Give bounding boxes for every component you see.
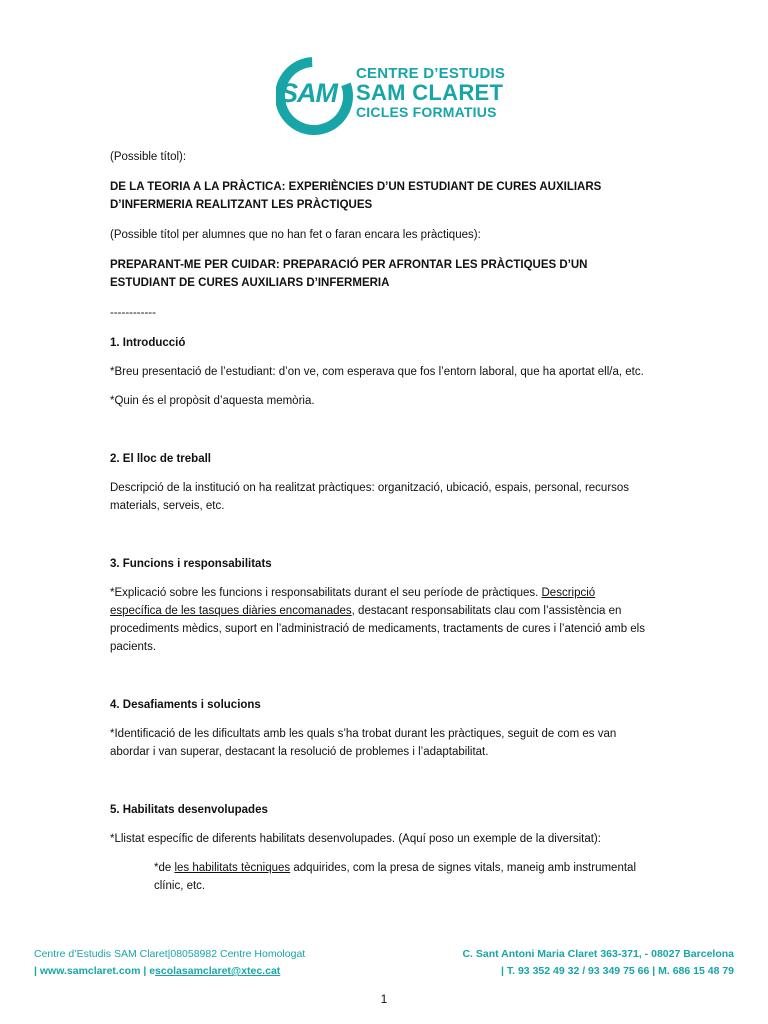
footer-address: C. Sant Antoni Maria Claret 363-371, - 08027 Barcelona (462, 948, 734, 960)
document-body (110, 148, 650, 895)
footer-phones: | T. 93 352 49 32 / 93 349 75 66 | M. 686 15 48 79 (501, 965, 734, 977)
title-1: DE LA TEORIA A LA PRÀCTICA: EXPERIÈNCIES D’UN ESTUDIANT DE CURES AUXILIARS D’INFERMERIA REALITZANT LES PRÀCTIQUES (110, 181, 602, 211)
possible-title-label: (Possible títol): (110, 151, 187, 163)
page-number: 1 (380, 992, 388, 1006)
section-1-paragraph-2: *Quin és el propòsit d’aquesta memòria. (110, 395, 315, 407)
section-1-heading: 1. Introducció (110, 337, 186, 349)
logo (276, 56, 506, 136)
footer-web-email (34, 963, 280, 980)
footer-centre-info: Centre d’Estudis SAM Claret|08058982 Centre Homologat (34, 948, 306, 960)
section-5-paragraph-1: *Llistat específic de diferents habilitats desenvolupades. (Aquí poso un exemple de la diversitat): (110, 833, 601, 845)
logo-sam-text: SAM (280, 78, 337, 108)
logo-line-1: CENTRE D’ESTUDIS (356, 65, 506, 82)
section-5-item-underlined: les habilitats tècniques (174, 862, 291, 874)
footer-website-link[interactable]: | www.samclaret.com | e (34, 965, 156, 977)
section-5-list-item (110, 859, 650, 895)
logo-line-2: SAM CLARET (356, 80, 504, 105)
logo-line-3: CICLES FORMATIUS (356, 104, 497, 120)
logo-brand-text (356, 66, 505, 119)
section-3-text-a: *Explicació sobre les funcions i responsabilitats durant el seu període de pràctiques. (110, 587, 542, 599)
section-3-paragraph-1 (110, 584, 650, 656)
footer-email-link[interactable]: scolasamclaret@xtec.cat (155, 965, 281, 977)
section-5-item-text-a: *de (154, 862, 175, 874)
section-5-item-text-b: adquirides, com la presa de signes vitals, maneig amb instrumental clínic, etc. (154, 862, 636, 892)
section-5-heading: 5. Habilitats desenvolupades (110, 804, 268, 816)
section-3-heading: 3. Funcions i responsabilitats (110, 558, 272, 570)
section-4-paragraph-1: *Identificació de les dificultats amb les quals s’ha trobat durant les pràctiques, seguit de com es van abordar i van superar, destacant la resolució de problemes i l’adaptabilitat. (110, 728, 617, 758)
possible-title-label-2: (Possible títol per alumnes que no han fet o faran encara les pràctiques): (110, 229, 481, 241)
section-2-paragraph-1: Descripció de la institució on ha realitzat pràctiques: organització, ubicació, espais, personal, recursos materials, serveis, etc. (110, 482, 630, 512)
footer-row-1 (34, 946, 734, 963)
section-4-heading: 4. Desafiaments i solucions (110, 699, 261, 711)
section-3-text-b: , destacant responsabilitats clau com l’assistència en procediments mèdics, suport en l’administració de medicaments, tractaments de cures i l’atenció amb els pacients. (110, 605, 645, 653)
section-2-heading: 2. El lloc de treball (110, 453, 211, 465)
page-footer (34, 946, 734, 980)
title-2: PREPARANT-ME PER CUIDAR: PREPARACIÓ PER AFRONTAR LES PRÀCTIQUES D’UN ESTUDIANT DE CURES AUXILIARS D’INFERMERIA (110, 259, 588, 289)
footer-row-2 (34, 963, 734, 980)
section-1-paragraph-1: *Breu presentació de l’estudiant: d’on ve, com esperava que fos l’entorn laboral, que ha aportat ell/a, etc. (110, 366, 644, 378)
section-3-underlined-text: Descripció específica de les tasques diàries encomanades (110, 587, 596, 617)
separator: ------------ (110, 307, 156, 319)
